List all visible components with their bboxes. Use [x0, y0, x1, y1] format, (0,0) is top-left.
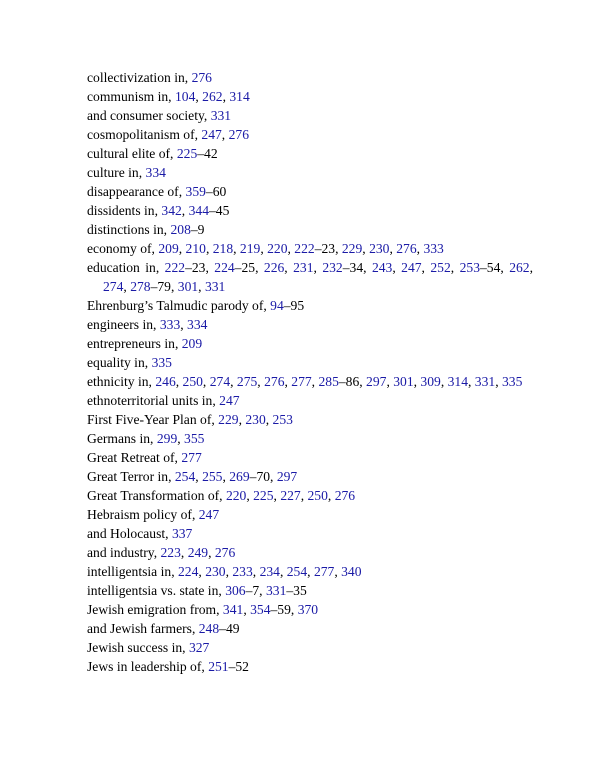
index-term: collectivization in, [87, 70, 192, 85]
page-reference-link[interactable]: 222 [164, 260, 186, 275]
page-reference-link[interactable]: 331 [204, 279, 226, 294]
page-reference-link[interactable]: 334 [187, 317, 208, 332]
index-entry: intelligentsia vs. state in, 306–7, 331–35 [87, 583, 307, 598]
page-range-end: –54 [479, 260, 501, 275]
page-reference-link[interactable]: 370 [297, 602, 319, 617]
index-entry [87, 657, 533, 676]
page-reference-link[interactable]: 269 [229, 469, 250, 484]
page-reference-link[interactable]: 94 [270, 298, 284, 313]
index-entry [87, 334, 533, 353]
page-reference-link[interactable]: 331 [474, 374, 496, 389]
index-term: Great Retreat of, [87, 450, 182, 465]
page-reference-link[interactable]: 340 [341, 564, 362, 579]
page-reference-link[interactable]: 223 [160, 545, 181, 560]
index-term: and industry, [87, 545, 161, 560]
page-reference-link[interactable]: 227 [280, 488, 301, 503]
page-reference-link[interactable]: 355 [184, 431, 205, 446]
page-reference-link[interactable]: 220 [225, 488, 247, 503]
page-reference-link[interactable]: 262 [509, 260, 530, 275]
index-term: ethnoterritorial units in, [87, 393, 220, 408]
page-reference-link[interactable]: 230 [369, 241, 390, 256]
index-entry: communism in, 104, 262, 314 [87, 89, 250, 104]
page-reference-link[interactable]: 230 [205, 564, 226, 579]
page-reference-link[interactable]: 274 [209, 374, 231, 389]
page-range-end: –70 [249, 469, 271, 484]
page-reference-link[interactable]: 337 [171, 526, 193, 541]
index-term: Great Transformation of, [87, 488, 226, 503]
page-reference-link[interactable]: 335 [151, 355, 172, 370]
page-reference-link[interactable]: 277 [313, 564, 335, 579]
page-reference-link[interactable]: 314 [447, 374, 468, 389]
page-reference-link[interactable]: 231 [293, 260, 314, 275]
page-reference-link[interactable]: 344 [188, 203, 209, 218]
page-reference-link[interactable]: 341 [222, 602, 244, 617]
page-reference-link[interactable]: 225 [253, 488, 274, 503]
page-reference-link[interactable]: 359 [185, 184, 206, 199]
index-term: and Jewish farmers, [87, 621, 199, 636]
page-reference-link[interactable]: 297 [366, 374, 387, 389]
page-reference-link[interactable]: 225 [176, 146, 198, 161]
page-reference-link[interactable]: 247 [198, 507, 220, 522]
page-reference-link[interactable]: 309 [420, 374, 441, 389]
index-term: communism in, [87, 89, 175, 104]
page-reference-link[interactable]: 232 [322, 260, 343, 275]
index-term: First Five-Year Plan of, [87, 412, 219, 427]
index-entry: Germans in, 299, 355 [87, 431, 205, 446]
page-range-end: –9 [190, 222, 205, 237]
index-term: Germans in, [87, 431, 157, 446]
index-entry [87, 505, 533, 524]
page-reference-link[interactable]: 219 [239, 241, 261, 256]
index-term: disappearance of, [87, 184, 186, 199]
page-reference-link[interactable]: 334 [145, 165, 166, 180]
index-term: intelligentsia in, [87, 564, 178, 579]
page-reference-link[interactable]: 250 [182, 374, 203, 389]
page-range-end: –49 [219, 621, 240, 636]
page-reference-link[interactable]: 354 [250, 602, 271, 617]
index-entries [87, 68, 533, 676]
index-term: and consumer society, [87, 108, 211, 123]
index-term: ethnicity in, [87, 374, 156, 389]
page-reference-link[interactable]: 218 [212, 241, 234, 256]
page-reference-link[interactable]: 253 [459, 260, 480, 275]
index-entry: intelligentsia in, 224, 230, 233, 234, 254, 277, 340 [87, 564, 362, 579]
page-reference-link[interactable]: 299 [156, 431, 178, 446]
index-term: economy of, [87, 241, 159, 256]
index-entry: ethnicity in, 246, 250, 274, 275, 276, 277, 285–86, 297, 301, 309, 314, 331, 335 [87, 374, 523, 389]
page-reference-link[interactable]: 220 [267, 241, 288, 256]
index-term: Jewish emigration from, [87, 602, 223, 617]
index-entry: Jewish emigration from, 341, 354–59, 370 [87, 602, 319, 617]
index-term: entrepreneurs in, [87, 336, 182, 351]
page-reference-link[interactable]: 285 [318, 374, 339, 389]
page-reference-link[interactable]: 254 [174, 469, 196, 484]
page-range-end: –34 [342, 260, 364, 275]
page-reference-link[interactable]: 233 [232, 564, 253, 579]
index-entry: and industry, 223, 249, 276 [87, 545, 236, 560]
page-reference-link[interactable]: 254 [286, 564, 308, 579]
page-reference-link[interactable]: 274 [103, 279, 124, 294]
page-reference-link[interactable]: 251 [208, 659, 229, 674]
index-term: education in, [87, 260, 165, 275]
index-entry: engineers in, 333, 334 [87, 317, 208, 332]
page-reference-link[interactable]: 331 [265, 583, 287, 598]
index-entry: cosmopolitanism of, 247, 276 [87, 127, 249, 142]
index-entry [87, 448, 533, 467]
index-entry [87, 619, 533, 638]
index-term: culture in, [87, 165, 146, 180]
page-reference-link[interactable]: 255 [202, 469, 223, 484]
index-term: Ehrenburg’s Talmudic parody of, [87, 298, 271, 313]
page-reference-link[interactable]: 327 [188, 640, 210, 655]
page-reference-link[interactable]: 224 [214, 260, 235, 275]
page-reference-link[interactable]: 104 [174, 89, 196, 104]
page-reference-link[interactable]: 249 [187, 545, 209, 560]
page-reference-link[interactable]: 333 [159, 317, 181, 332]
index-term: equality in, [87, 355, 152, 370]
index-entry: First Five-Year Plan of, 229, 230, 253 [87, 412, 293, 427]
index-term: distinctions in, [87, 222, 171, 237]
page-reference-link[interactable]: 247 [401, 260, 422, 275]
page-reference-link[interactable]: 208 [170, 222, 191, 237]
page-range-end: –59 [270, 602, 291, 617]
page-range-end: –23 [185, 260, 206, 275]
page-reference-link[interactable]: 252 [430, 260, 451, 275]
page-range-end: –95 [283, 298, 305, 313]
page-reference-link[interactable]: 247 [201, 127, 222, 142]
index-term: and Holocaust, [87, 526, 172, 541]
page-reference-link[interactable]: 253 [272, 412, 293, 427]
index-term: dissidents in, [87, 203, 162, 218]
index-entry: education in, 222–23, 224–25, 226, 231, 232–34, 243, 247, 252, 253–54, 262, 274, 278–79, 301, 331 [87, 260, 533, 294]
page-reference-link[interactable]: 210 [185, 241, 206, 256]
index-entry [87, 391, 533, 410]
index-entry [87, 353, 533, 372]
page-reference-link[interactable]: 229 [218, 412, 239, 427]
page-range-end: –60 [205, 184, 227, 199]
page-reference-link[interactable]: 209 [181, 336, 203, 351]
index-term: Great Terror in, [87, 469, 175, 484]
index-term: intelligentsia vs. state in, [87, 583, 226, 598]
index-entry [87, 220, 533, 239]
index-entry [87, 144, 533, 163]
page-reference-link[interactable]: 275 [236, 374, 258, 389]
index-entry: dissidents in, 342, 344–45 [87, 203, 230, 218]
page-reference-link[interactable]: 276 [214, 545, 236, 560]
index-term: Jewish success in, [87, 640, 189, 655]
page-reference-link[interactable]: 306 [225, 583, 246, 598]
index-entry [87, 182, 533, 201]
page-reference-link[interactable]: 250 [307, 488, 328, 503]
index-entry [87, 638, 533, 657]
index-entry [87, 524, 533, 543]
page-reference-link[interactable]: 301 [393, 374, 414, 389]
page-reference-link[interactable]: 230 [245, 412, 266, 427]
page-range-end: –25 [234, 260, 256, 275]
index-entry [87, 296, 533, 315]
page-reference-link[interactable]: 224 [178, 564, 199, 579]
page-range-end: –23 [314, 241, 336, 256]
page-reference-link[interactable]: 276 [191, 70, 212, 85]
page-reference-link[interactable]: 277 [181, 450, 202, 465]
page-reference-link[interactable]: 243 [371, 260, 393, 275]
index-term: cosmopolitanism of, [87, 127, 202, 142]
page-reference-link[interactable]: 248 [198, 621, 220, 636]
page-range-end: –86 [338, 374, 360, 389]
page-reference-link[interactable]: 276 [264, 374, 285, 389]
page-reference-link[interactable]: 234 [259, 564, 280, 579]
page-reference-link[interactable]: 229 [341, 241, 363, 256]
page-reference-link[interactable]: 314 [229, 89, 250, 104]
index-term: Jews in leadership of, [87, 659, 209, 674]
page-reference-link[interactable]: 276 [228, 127, 249, 142]
page-reference-link[interactable]: 331 [210, 108, 232, 123]
page-reference-link[interactable]: 278 [130, 279, 151, 294]
page-reference-link[interactable]: 342 [161, 203, 182, 218]
page-reference-link[interactable]: 246 [155, 374, 176, 389]
index-entry [87, 68, 533, 87]
page-range-end: –35 [286, 583, 307, 598]
page-range-end: –52 [228, 659, 249, 674]
index-entry: Great Transformation of, 220, 225, 227, 250, 276 [87, 488, 356, 503]
index-term: Hebraism policy of, [87, 507, 199, 522]
page-reference-link[interactable]: 297 [276, 469, 298, 484]
page-reference-link[interactable]: 335 [501, 374, 523, 389]
page-reference-link[interactable]: 222 [294, 241, 315, 256]
page-reference-link[interactable]: 276 [396, 241, 417, 256]
page-range-end: –42 [197, 146, 218, 161]
index-entry [87, 106, 533, 125]
page-range-end: –45 [208, 203, 230, 218]
page-reference-link[interactable]: 247 [219, 393, 240, 408]
page-reference-link[interactable]: 276 [334, 488, 356, 503]
index-term: cultural elite of, [87, 146, 177, 161]
page-reference-link[interactable]: 262 [202, 89, 223, 104]
page-range-end: –7 [245, 583, 260, 598]
index-entry: Great Terror in, 254, 255, 269–70, 297 [87, 469, 298, 484]
page-range-end: –79 [150, 279, 171, 294]
index-entry [87, 163, 533, 182]
page-reference-link[interactable]: 226 [263, 260, 285, 275]
page-reference-link[interactable]: 277 [291, 374, 312, 389]
index-entry: economy of, 209, 210, 218, 219, 220, 222–23, 229, 230, 276, 333 [87, 241, 444, 256]
index-term: engineers in, [87, 317, 160, 332]
page-reference-link[interactable]: 333 [423, 241, 444, 256]
page-reference-link[interactable]: 209 [158, 241, 179, 256]
page-reference-link[interactable]: 301 [177, 279, 199, 294]
